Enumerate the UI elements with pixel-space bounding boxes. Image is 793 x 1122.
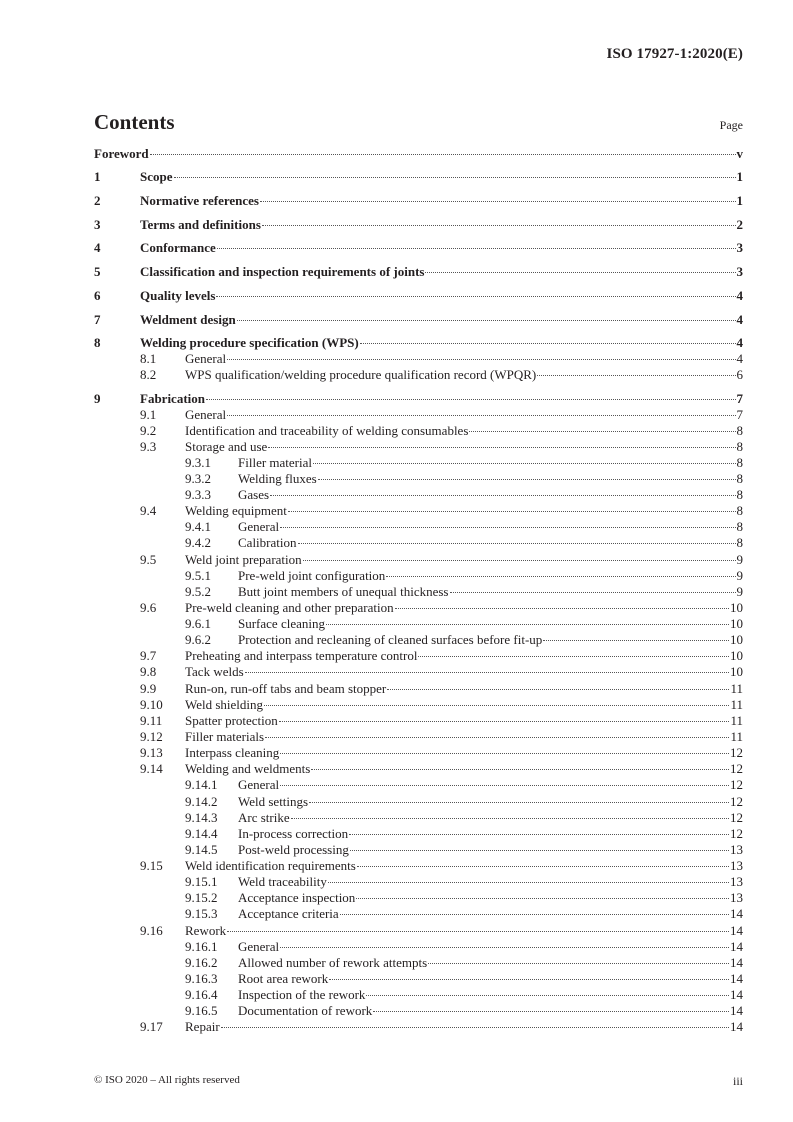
- document-id: ISO 17927-1:2020(E): [606, 46, 743, 62]
- toc-entry-number: 9.4: [140, 503, 157, 518]
- toc-entry-number: 9.9: [140, 681, 157, 696]
- toc-entry[interactable]: [94, 777, 743, 793]
- toc-entry-title[interactable]: Allowed number of rework attempts: [238, 955, 428, 970]
- toc-entry-title[interactable]: Acceptance criteria: [238, 906, 339, 921]
- dot-leader: [279, 721, 730, 722]
- toc-entry-page[interactable]: 12: [730, 794, 743, 809]
- toc-entry-page[interactable]: 14: [730, 987, 743, 1002]
- toc-entry-title[interactable]: General: [238, 777, 280, 792]
- toc-entry[interactable]: [94, 890, 743, 906]
- toc-entry-title[interactable]: Weld joint preparation: [185, 552, 302, 567]
- toc-entry-title[interactable]: WPS qualification/welding procedure qualification record (WPQR): [185, 367, 537, 382]
- dot-leader: [350, 850, 729, 851]
- dot-leader: [227, 415, 735, 416]
- dot-leader: [428, 963, 729, 964]
- toc-entry[interactable]: [94, 842, 743, 858]
- toc-entry-page[interactable]: 8: [736, 503, 743, 518]
- dot-leader: [280, 947, 729, 948]
- toc-entry[interactable]: [94, 487, 743, 503]
- toc-entry-title[interactable]: Arc strike: [238, 810, 290, 825]
- toc-entry-page[interactable]: 9: [736, 584, 743, 599]
- toc-entry-title[interactable]: Quality levels: [140, 288, 216, 303]
- dot-leader: [270, 495, 735, 496]
- toc-entry[interactable]: [94, 568, 743, 584]
- toc-entry-number: 9.14.5: [185, 842, 218, 857]
- dot-leader: [349, 834, 729, 835]
- toc-entry[interactable]: [94, 648, 743, 664]
- dot-leader: [227, 931, 729, 932]
- toc-entry-number: 9.3: [140, 439, 157, 454]
- toc-entry-title[interactable]: Acceptance inspection: [238, 890, 356, 905]
- toc-entry[interactable]: [94, 503, 743, 519]
- toc-entry-number: 9.5.1: [185, 568, 211, 583]
- toc-entry-title[interactable]: General: [238, 939, 280, 954]
- toc-entry[interactable]: [94, 697, 743, 713]
- toc-entry-page[interactable]: 8: [736, 471, 743, 486]
- toc-entry-page[interactable]: 14: [730, 939, 743, 954]
- toc-entry-page[interactable]: 11: [730, 729, 743, 744]
- toc-entry-page[interactable]: 12: [730, 810, 743, 825]
- toc-entry-page[interactable]: 8: [736, 535, 743, 550]
- toc-entry[interactable]: [94, 146, 743, 162]
- copyright-notice: © ISO 2020 – All rights reserved: [94, 1074, 240, 1086]
- toc-entry-title[interactable]: Weldment design: [140, 312, 236, 327]
- toc-entry-number: 9.16.5: [185, 1003, 218, 1018]
- toc-entry[interactable]: [94, 713, 743, 729]
- toc-entry-title[interactable]: General: [238, 519, 280, 534]
- toc-entry[interactable]: [94, 745, 743, 761]
- toc-entry-number: 9.3.2: [185, 471, 211, 486]
- dot-leader: [217, 248, 736, 249]
- toc-entry-page[interactable]: 3: [736, 264, 743, 279]
- toc-entry-number: 9.14.1: [185, 777, 218, 792]
- toc-entry-title[interactable]: Normative references: [140, 193, 259, 208]
- toc-entry[interactable]: [94, 519, 743, 535]
- toc-entry[interactable]: [94, 367, 743, 383]
- toc-entry-number: 6: [94, 288, 101, 303]
- toc-entry-title[interactable]: Interpass cleaning: [185, 745, 280, 760]
- toc-entry-number: 8.2: [140, 367, 157, 382]
- toc-entry-title[interactable]: Spatter protection: [185, 713, 278, 728]
- toc-entry-title[interactable]: Weld traceability: [238, 874, 327, 889]
- dot-leader: [268, 447, 735, 448]
- toc-entry-title[interactable]: Welding equipment: [185, 503, 287, 518]
- toc-entry-number: 9.14.2: [185, 794, 218, 809]
- dot-leader: [326, 624, 729, 625]
- toc-entry-page[interactable]: 14: [730, 1003, 743, 1018]
- toc-entry[interactable]: [94, 826, 743, 842]
- toc-entry-number: 8: [94, 335, 101, 350]
- toc-entry-page[interactable]: 8: [736, 487, 743, 502]
- dot-leader: [366, 995, 729, 996]
- toc-entry[interactable]: [94, 423, 743, 439]
- toc-entry-title[interactable]: Foreword: [94, 146, 149, 161]
- toc-entry-page[interactable]: 13: [730, 858, 743, 873]
- toc-entry-number: 9.5.2: [185, 584, 211, 599]
- toc-entry[interactable]: [94, 923, 743, 939]
- toc-entry-title[interactable]: Storage and use: [185, 439, 268, 454]
- toc-entry[interactable]: [94, 471, 743, 487]
- toc-entry-number: 4: [94, 240, 101, 255]
- toc-entry-title[interactable]: Filler materials: [185, 729, 265, 744]
- toc-entry-number: 9.7: [140, 648, 157, 663]
- toc-entry-page[interactable]: 13: [730, 890, 743, 905]
- toc-entry-number: 9.16.4: [185, 987, 218, 1002]
- toc-entry[interactable]: [94, 217, 743, 233]
- toc-entry-page[interactable]: 10: [730, 648, 743, 663]
- dot-leader: [237, 320, 736, 321]
- toc-entry-page[interactable]: v: [736, 146, 743, 161]
- toc-entry-number: 9.3.1: [185, 455, 211, 470]
- toc-entry-number: 9.15.1: [185, 874, 218, 889]
- toc-entry-title[interactable]: Identification and traceability of welding consumables: [185, 423, 469, 438]
- toc-entry-title[interactable]: Gases: [238, 487, 270, 502]
- toc-entry-number: 9.16: [140, 923, 163, 938]
- dot-leader: [309, 802, 729, 803]
- toc-entry-title[interactable]: Weld identification requirements: [185, 858, 356, 873]
- toc-entry-number: 9.14.4: [185, 826, 218, 841]
- page-column-label: Page: [719, 118, 743, 132]
- toc-entry[interactable]: [94, 1003, 743, 1019]
- toc-entry-page[interactable]: 14: [730, 1019, 743, 1034]
- toc-entry-title[interactable]: Fabrication: [140, 391, 205, 406]
- toc-entry-number: 8.1: [140, 351, 157, 366]
- toc-entry[interactable]: [94, 552, 743, 568]
- toc-entry[interactable]: [94, 987, 743, 1003]
- dot-leader: [373, 1011, 729, 1012]
- toc-entry-page[interactable]: 8: [736, 455, 743, 470]
- toc-entry-title[interactable]: Weld shielding: [185, 697, 264, 712]
- toc-entry-title[interactable]: Classification and inspection requirements of joints: [140, 264, 425, 279]
- dot-leader: [450, 592, 736, 593]
- dot-leader: [418, 656, 729, 657]
- toc-entry-title[interactable]: Conformance: [140, 240, 216, 255]
- toc-entry-number: 9.14.3: [185, 810, 218, 825]
- toc-entry-number: 5: [94, 264, 101, 279]
- toc-entry-number: 9.11: [140, 713, 163, 728]
- dot-leader: [313, 463, 735, 464]
- dot-leader: [328, 882, 729, 883]
- toc-entry-title[interactable]: Root area rework: [238, 971, 329, 986]
- toc-entry-page[interactable]: 9: [736, 552, 743, 567]
- dot-leader: [356, 898, 729, 899]
- toc-entry[interactable]: [94, 169, 743, 185]
- toc-entry-number: 9.13: [140, 745, 163, 760]
- toc-entry-title[interactable]: Calibration: [238, 535, 297, 550]
- toc-entry-number: 9.5: [140, 552, 157, 567]
- toc-entry-title[interactable]: Documentation of rework: [238, 1003, 373, 1018]
- dot-leader: [357, 866, 729, 867]
- toc-entry-page[interactable]: 4: [736, 351, 743, 366]
- toc-entry-number: 9.16.2: [185, 955, 218, 970]
- toc-entry[interactable]: [94, 794, 743, 810]
- toc-entry-page[interactable]: 10: [730, 616, 743, 631]
- dot-leader: [174, 177, 736, 178]
- toc-entry[interactable]: [94, 455, 743, 471]
- dot-leader: [311, 769, 729, 770]
- toc-entry-title[interactable]: General: [185, 407, 227, 422]
- toc-entry[interactable]: [94, 439, 743, 455]
- toc-entry-page[interactable]: 2: [736, 217, 743, 232]
- toc-entry-number: 9.15.3: [185, 906, 218, 921]
- dot-leader: [340, 914, 729, 915]
- toc-entry-title[interactable]: Repair: [185, 1019, 220, 1034]
- toc-entry-page[interactable]: 10: [730, 600, 743, 615]
- toc-entry-title[interactable]: Weld settings: [238, 794, 309, 809]
- dot-leader: [150, 154, 736, 155]
- toc-entry[interactable]: [94, 761, 743, 777]
- dot-leader: [280, 753, 729, 754]
- toc-entry-number: 9.2: [140, 423, 157, 438]
- toc-entry-page[interactable]: 1: [736, 169, 743, 184]
- dot-leader: [537, 375, 735, 376]
- toc-entry-page[interactable]: 14: [730, 971, 743, 986]
- toc-entry-number: 9.17: [140, 1019, 163, 1034]
- toc-entry-page[interactable]: 14: [730, 906, 743, 921]
- toc-entry-page[interactable]: 8: [736, 423, 743, 438]
- toc-entry-number: 1: [94, 169, 101, 184]
- toc-entry-number: 7: [94, 312, 101, 327]
- dot-leader: [387, 689, 729, 690]
- toc-entry[interactable]: [94, 664, 743, 680]
- toc-entry-number: 9.14: [140, 761, 163, 776]
- toc-entry[interactable]: [94, 264, 743, 280]
- toc-entry-page[interactable]: 12: [730, 761, 743, 776]
- toc-entry-page[interactable]: 4: [736, 335, 743, 350]
- dot-leader: [280, 527, 735, 528]
- dot-leader: [543, 640, 729, 641]
- toc-entry-title[interactable]: Surface cleaning: [238, 616, 325, 631]
- toc-entry-page[interactable]: 7: [736, 391, 743, 406]
- toc-entry-page[interactable]: 7: [736, 407, 743, 422]
- toc-entry-title[interactable]: Welding fluxes: [238, 471, 317, 486]
- toc-entry[interactable]: [94, 240, 743, 256]
- toc-entry-number: 9.4.2: [185, 535, 211, 550]
- toc-entry-number: 9.15: [140, 858, 163, 873]
- toc-entry-title[interactable]: Scope: [140, 169, 173, 184]
- toc-entry[interactable]: [94, 600, 743, 616]
- toc-entry[interactable]: [94, 729, 743, 745]
- toc-entry[interactable]: [94, 288, 743, 304]
- toc-entry-page[interactable]: 12: [730, 777, 743, 792]
- toc-entry-page[interactable]: 4: [736, 312, 743, 327]
- toc-entry-number: 9.8: [140, 664, 157, 679]
- dot-leader: [288, 511, 736, 512]
- toc-entry-title[interactable]: Tack welds: [185, 664, 244, 679]
- dot-leader: [260, 201, 736, 202]
- toc-entry-number: 2: [94, 193, 101, 208]
- dot-leader: [264, 705, 729, 706]
- toc-entry-number: 9.6.2: [185, 632, 211, 647]
- toc-entry-page[interactable]: 6: [736, 367, 743, 382]
- page-title: Contents: [94, 110, 175, 134]
- toc-entry[interactable]: [94, 407, 743, 423]
- toc-entry[interactable]: [94, 632, 743, 648]
- toc-entry-title[interactable]: Pre-weld joint configuration: [238, 568, 386, 583]
- toc-entry[interactable]: [94, 810, 743, 826]
- dot-leader: [298, 543, 736, 544]
- toc-entry-title[interactable]: Protection and recleaning of cleaned surfaces before fit-up: [238, 632, 543, 647]
- toc-entry-page[interactable]: 11: [730, 681, 743, 696]
- toc-entry-title[interactable]: Post-weld processing: [238, 842, 349, 857]
- dot-leader: [386, 576, 735, 577]
- dot-leader: [469, 431, 735, 432]
- dot-leader: [280, 785, 729, 786]
- toc-entry-number: 9.15.2: [185, 890, 218, 905]
- toc-entry-number: 9.3.3: [185, 487, 211, 502]
- toc-entry[interactable]: [94, 312, 743, 328]
- toc-entry[interactable]: [94, 616, 743, 632]
- toc-entry-title[interactable]: Butt joint members of unequal thickness: [238, 584, 449, 599]
- toc-entry-page[interactable]: 14: [730, 955, 743, 970]
- dot-leader: [425, 272, 735, 273]
- dot-leader: [221, 1027, 729, 1028]
- toc-entry[interactable]: [94, 858, 743, 874]
- toc-entry[interactable]: [94, 681, 743, 697]
- toc-entry[interactable]: [94, 955, 743, 971]
- toc-entry[interactable]: [94, 874, 743, 890]
- toc-entry-page[interactable]: 11: [730, 713, 743, 728]
- toc-entry[interactable]: [94, 939, 743, 955]
- toc-entry-title[interactable]: General: [185, 351, 227, 366]
- toc-entry-page[interactable]: 11: [730, 697, 743, 712]
- toc-entry-page[interactable]: 13: [730, 842, 743, 857]
- dot-leader: [291, 818, 729, 819]
- dot-leader: [262, 225, 736, 226]
- toc-entry-page[interactable]: 8: [736, 519, 743, 534]
- dot-leader: [265, 737, 729, 738]
- toc-entry-number: 9.4.1: [185, 519, 211, 534]
- dot-leader: [245, 672, 729, 673]
- dot-leader: [206, 399, 736, 400]
- toc-entry-number: 3: [94, 217, 101, 232]
- toc-entry-page[interactable]: 13: [730, 874, 743, 889]
- toc-entry-number: 9: [94, 391, 101, 406]
- toc-entry[interactable]: [94, 335, 743, 351]
- toc-entry-number: 9.6.1: [185, 616, 211, 631]
- toc-entry[interactable]: [94, 391, 743, 407]
- toc-entry-title[interactable]: Terms and definitions: [140, 217, 261, 232]
- toc-entry-title[interactable]: Welding and weldments: [185, 761, 311, 776]
- dot-leader: [227, 359, 735, 360]
- toc-entry-number: 9.1: [140, 407, 157, 422]
- toc-entry[interactable]: [94, 971, 743, 987]
- toc-entry[interactable]: [94, 584, 743, 600]
- toc-entry-title[interactable]: Rework: [185, 923, 227, 938]
- toc-entry-number: 9.12: [140, 729, 163, 744]
- toc-entry[interactable]: [94, 535, 743, 551]
- toc-entry-number: 9.10: [140, 697, 163, 712]
- toc-entry-page[interactable]: 9: [736, 568, 743, 583]
- dot-leader: [303, 560, 736, 561]
- toc-entry-number: 9.6: [140, 600, 157, 615]
- dot-leader: [395, 608, 729, 609]
- toc-entry-page[interactable]: 10: [730, 664, 743, 679]
- toc-entry[interactable]: [94, 906, 743, 922]
- toc-entry-number: 9.16.3: [185, 971, 218, 986]
- dot-leader: [216, 296, 735, 297]
- toc-entry-number: 9.16.1: [185, 939, 218, 954]
- toc-entry-title[interactable]: Inspection of the rework: [238, 987, 366, 1002]
- dot-leader: [329, 979, 729, 980]
- toc-entry[interactable]: [94, 351, 743, 367]
- toc-entry-title[interactable]: Preheating and interpass temperature control: [185, 648, 418, 663]
- toc-entry-title[interactable]: In-process correction: [238, 826, 349, 841]
- toc-entry[interactable]: [94, 1019, 743, 1035]
- dot-leader: [318, 479, 736, 480]
- dot-leader: [360, 343, 736, 344]
- toc-entry-page[interactable]: 14: [730, 923, 743, 938]
- toc-entry-title[interactable]: Welding procedure specification (WPS): [140, 335, 359, 350]
- toc-entry[interactable]: [94, 193, 743, 209]
- toc-entry-page[interactable]: 4: [736, 288, 743, 303]
- toc-entry-page[interactable]: 3: [736, 240, 743, 255]
- toc-entry-page[interactable]: 8: [736, 439, 743, 454]
- page-number: iii: [732, 1074, 743, 1088]
- toc-entry-page[interactable]: 10: [730, 632, 743, 647]
- toc-entry-page[interactable]: 12: [730, 745, 743, 760]
- toc-entry-page[interactable]: 1: [736, 193, 743, 208]
- toc-entry-title[interactable]: Filler material: [238, 455, 313, 470]
- toc-entry-title[interactable]: Pre-weld cleaning and other preparation: [185, 600, 394, 615]
- toc-entry-page[interactable]: 12: [730, 826, 743, 841]
- toc-entry-title[interactable]: Run-on, run-off tabs and beam stopper: [185, 681, 387, 696]
